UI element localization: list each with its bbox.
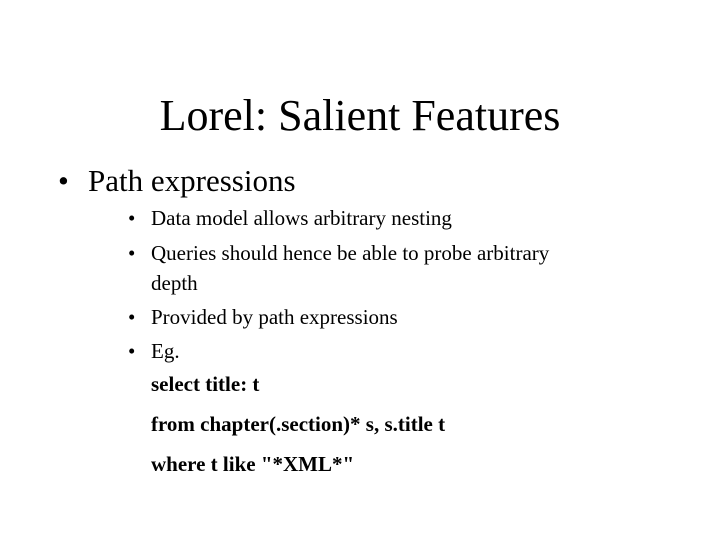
bullet-text: Path expressions [88,163,296,198]
bullet-icon: • [128,339,136,363]
bullet-icon: • [128,206,136,230]
sub-bullet-text: Provided by path expressions [151,305,398,329]
sub-bullet-text: Data model allows arbitrary nesting [151,206,452,230]
slide-title: Lorel: Salient Features [159,91,561,140]
bullet-icon: • [128,305,136,329]
code-line-select: select title: t [151,372,260,396]
sub-bullet-text: Eg. [151,339,180,363]
sub-bullet-text: Queries should hence be able to probe arbitrary [151,241,550,265]
bullet-icon: • [128,241,136,265]
code-line-from: from chapter(.section)* s, s.title t [151,412,446,436]
sub-bullet-text: depth [151,271,198,295]
bullet-icon: • [58,163,69,198]
code-line-where: where t like "*XML*" [151,452,355,476]
